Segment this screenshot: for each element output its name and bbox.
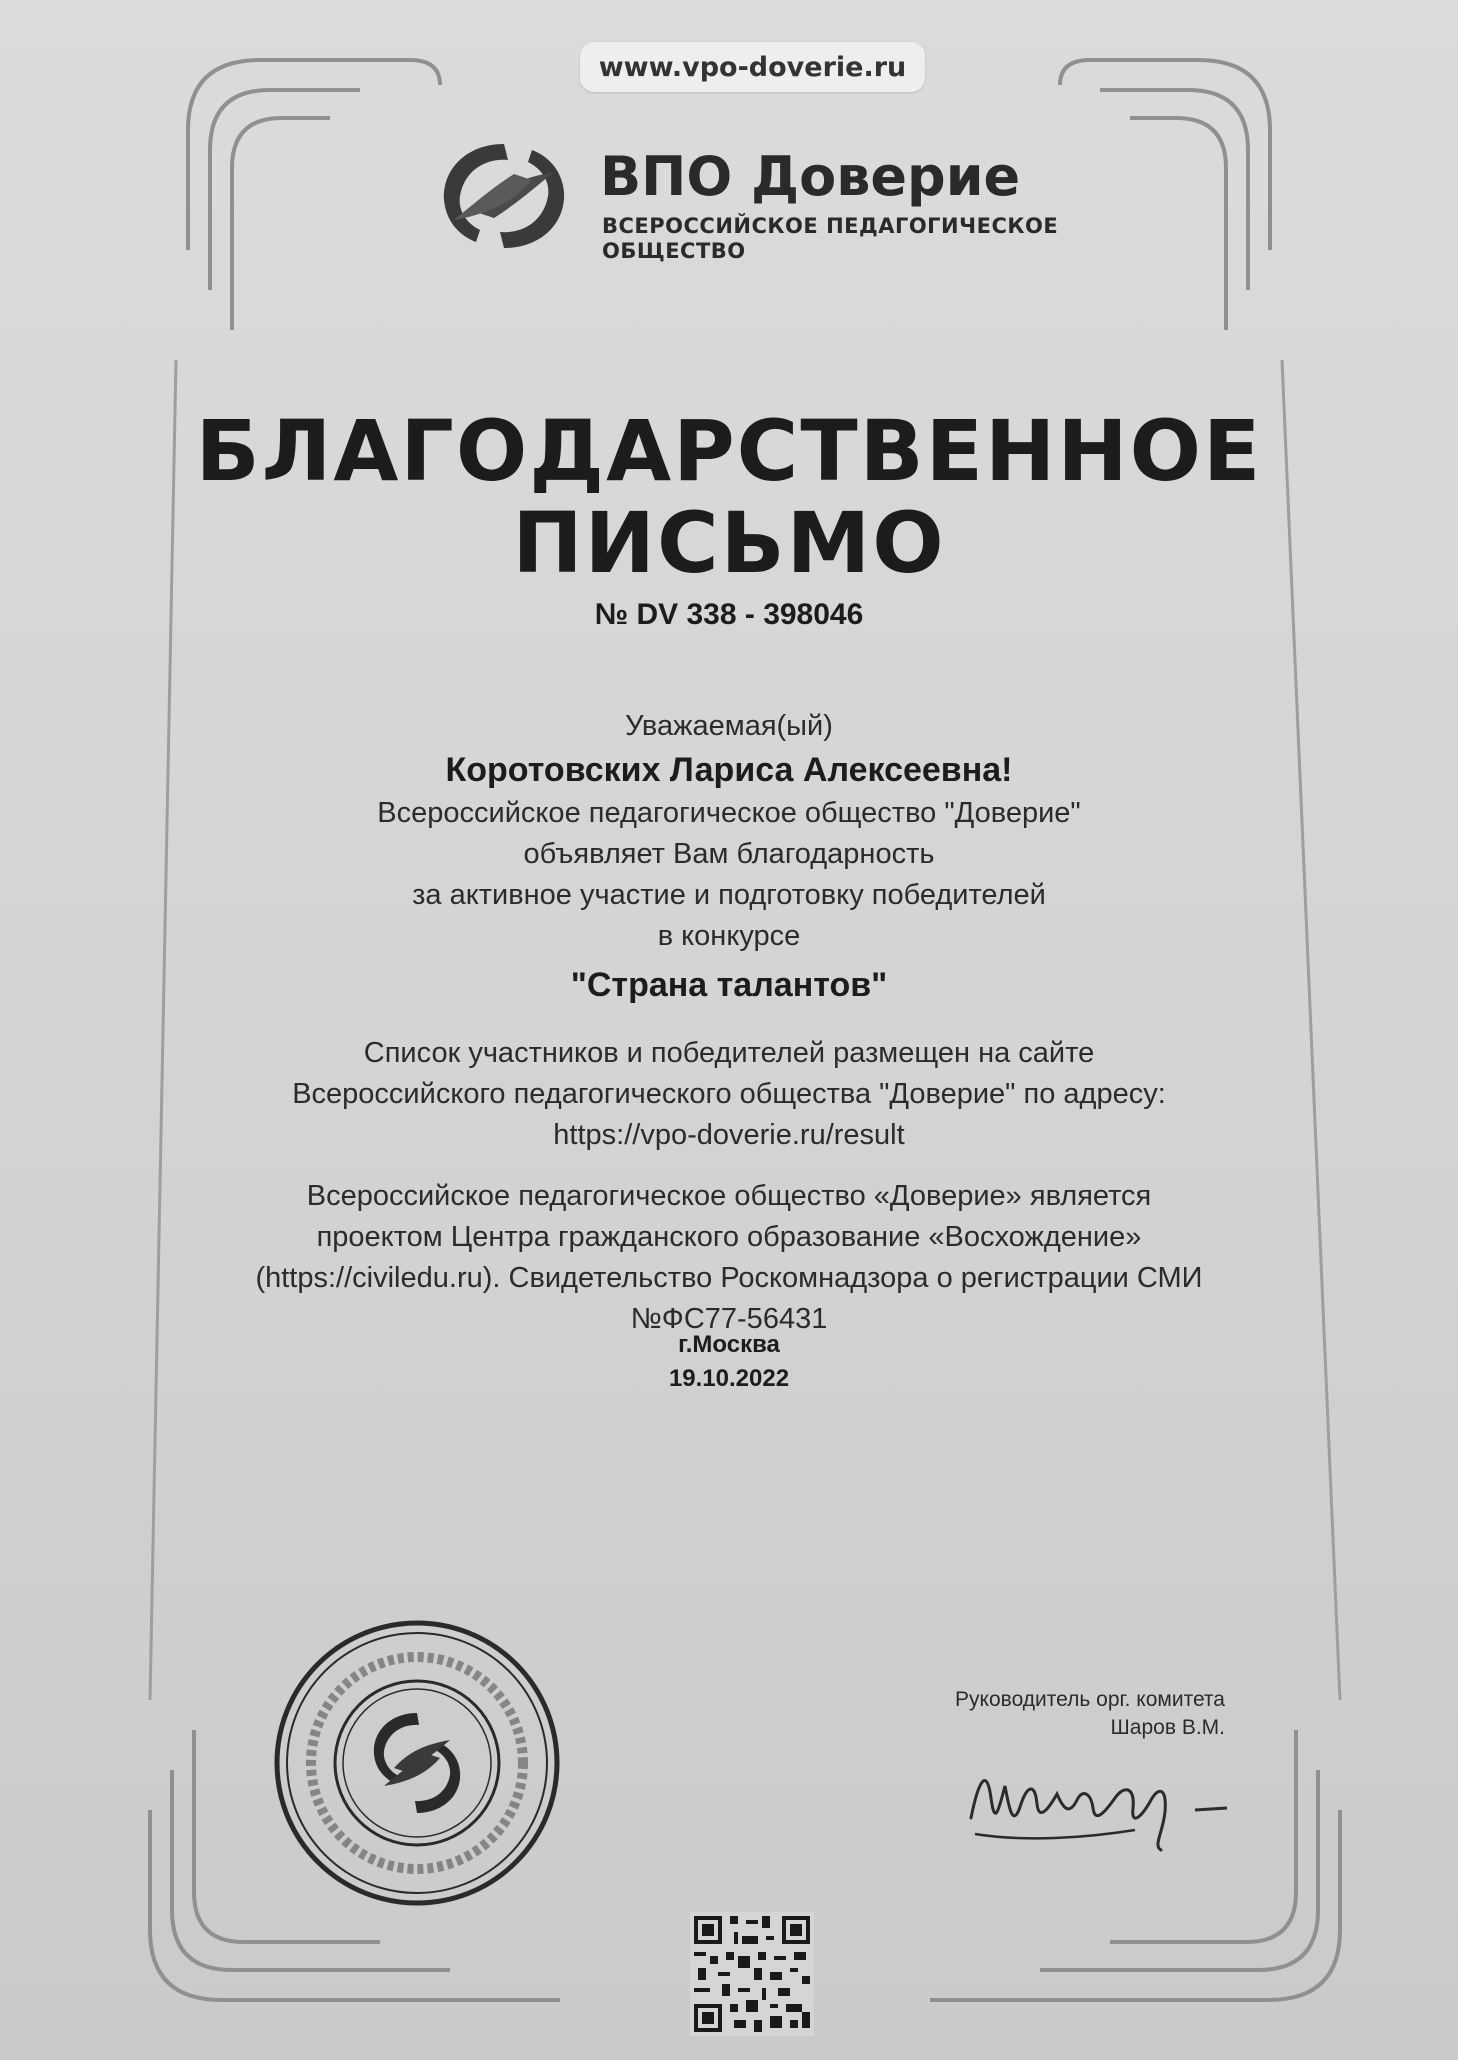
handwritten-signature-icon	[965, 1738, 1245, 1858]
brand-subtitle-line: ВСЕРОССИЙСКОЕ ПЕДАГОГИЧЕСКОЕ	[602, 214, 1059, 238]
signer-name: Шаров В.М.	[1110, 1716, 1225, 1739]
brand-subtitle-line: ОБЩЕСТВО	[602, 239, 746, 263]
document-title-line: БЛАГОДАРСТВЕННОЕ	[195, 402, 1263, 500]
brand-subtitle	[602, 214, 1122, 264]
salutation: Уважаемая(ый)	[625, 710, 833, 742]
website-url-badge: www.vpo-doverie.ru	[580, 42, 925, 92]
body-line: №ФС77-56431	[630, 1303, 828, 1335]
signer-title: Руководитель орг. комитета	[955, 1688, 1225, 1711]
body-line: Всероссийское педагогическое общество "Доверие"	[377, 797, 1081, 829]
results-url: https://vpo-doverie.ru/result	[553, 1119, 905, 1151]
brand-title: ВПО Доверие	[600, 145, 1021, 208]
body-line: объявляет Вам благодарность	[523, 838, 935, 870]
letter-body	[0, 706, 1458, 1340]
signer-block	[905, 1686, 1225, 1742]
document-title	[0, 402, 1458, 592]
round-stamp-icon	[272, 1618, 562, 1908]
document-number: № DV 338 - 398046	[594, 598, 864, 631]
body-line: за активное участие и подготовку победителей	[412, 879, 1046, 911]
recipient-name: Коротовских Лариса Алексеевна!	[445, 751, 1013, 789]
results-paragraph	[0, 1033, 1458, 1156]
qr-code-icon	[690, 1912, 814, 2036]
body-line: (https://civiledu.ru). Свидетельство Роскомнадзора о регистрации СМИ	[255, 1262, 1203, 1294]
body-line: Список участников и победителей размещен на сайте	[363, 1037, 1095, 1069]
contest-name: "Страна талантов"	[570, 966, 888, 1004]
body-line: Всероссийского педагогического общества "Доверие" по адресу:	[292, 1078, 1166, 1110]
leaf-swirl-logo-icon	[436, 138, 572, 254]
body-line: проектом Центра гражданского образование «Восхождение»	[316, 1221, 1142, 1253]
issue-date: 19.10.2022	[668, 1365, 790, 1392]
place-and-date	[0, 1328, 1458, 1396]
body-line: в конкурсе	[657, 920, 801, 952]
about-paragraph	[0, 1176, 1458, 1340]
document-title-line: ПИСЬМО	[512, 494, 946, 592]
city: г.Москва	[678, 1331, 780, 1358]
body-line: Всероссийское педагогическое общество «Доверие» является	[306, 1180, 1152, 1212]
